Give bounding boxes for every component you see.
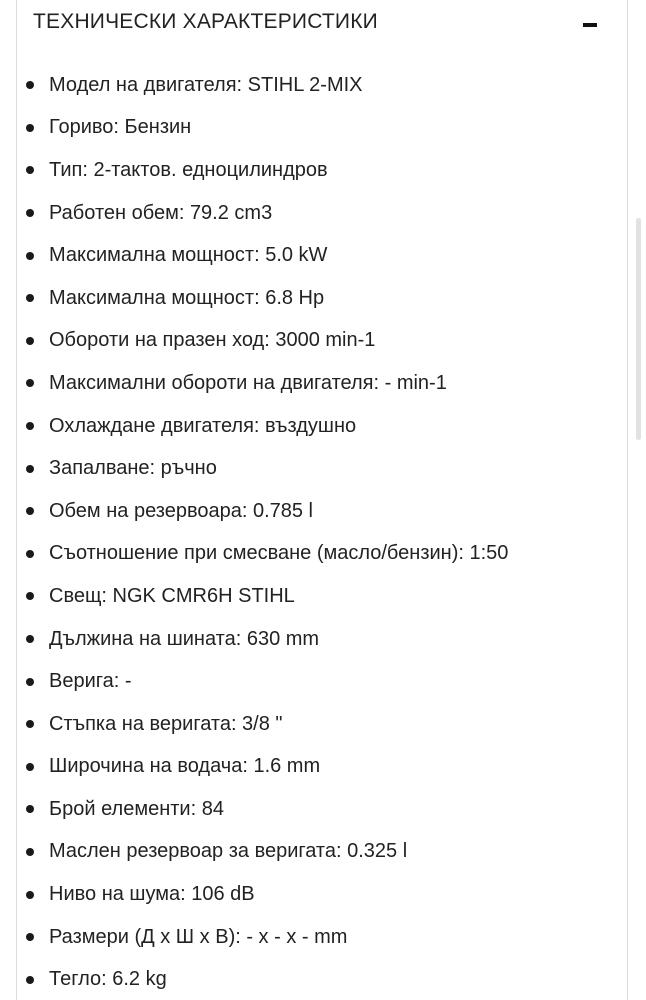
spec-item [17, 533, 627, 576]
bullet-icon [26, 209, 34, 217]
bullet-icon [26, 635, 34, 643]
spec-text: Охлаждане двигателя: въздушно [49, 414, 357, 437]
spec-item [17, 575, 627, 618]
bullet-icon [26, 678, 34, 686]
spec-text: Широчина на водача: 1.6 mm [49, 755, 321, 778]
bullet-icon [26, 976, 34, 984]
specs-section-header[interactable] [17, 0, 627, 46]
scrollbar-track[interactable] [630, 0, 646, 1000]
spec-text: Максимални обороти на двигателя: - min-1 [49, 371, 447, 394]
spec-text: Размери (Д х Ш х В): - х - х - mm [49, 925, 348, 948]
bullet-icon [26, 763, 34, 771]
spec-item [17, 320, 627, 363]
bullet-icon [26, 933, 34, 941]
spec-list [17, 64, 627, 1000]
spec-text: Брой елементи: 84 [49, 797, 224, 820]
bullet-icon [26, 592, 34, 600]
scrollbar-thumb[interactable] [636, 218, 641, 440]
specs-panel [16, 0, 628, 1000]
spec-text: Модел на двигателя: STIHL 2-MIX [49, 73, 363, 96]
spec-item [17, 149, 627, 192]
spec-text: Маслен резервоар за веригата: 0.325 l [49, 840, 408, 863]
spec-item [17, 192, 627, 235]
spec-text: Тип: 2-тактов. едноцилиндров [49, 158, 328, 181]
bullet-icon [26, 124, 34, 132]
spec-text: Обем на резервоара: 0.785 l [49, 499, 313, 522]
spec-text: Работен обем: 79.2 cm3 [49, 201, 273, 224]
bullet-icon [26, 848, 34, 856]
section-title: ТЕХНИЧЕСКИ ХАРАКТЕРИСТИКИ [33, 10, 378, 33]
minus-icon[interactable] [583, 23, 597, 27]
spec-item [17, 447, 627, 490]
spec-item [17, 277, 627, 320]
spec-item [17, 362, 627, 405]
spec-item [17, 618, 627, 661]
bullet-icon [26, 550, 34, 558]
spec-item [17, 234, 627, 277]
bullet-icon [26, 720, 34, 728]
bullet-icon [26, 805, 34, 813]
spec-item [17, 405, 627, 448]
spec-item [17, 788, 627, 831]
bullet-icon [26, 891, 34, 899]
spec-item [17, 490, 627, 533]
bullet-icon [26, 337, 34, 345]
spec-text: Ниво на шума: 106 dB [49, 883, 255, 906]
bullet-icon [26, 465, 34, 473]
spec-item [17, 660, 627, 703]
spec-text: Верига: - [49, 670, 132, 693]
spec-item [17, 64, 627, 107]
spec-text: Тегло: 6.2 kg [49, 968, 167, 991]
spec-item [17, 916, 627, 959]
spec-text: Свещ: NGK CMR6H STIHL [49, 584, 295, 607]
spec-item [17, 958, 627, 1000]
bullet-icon [26, 507, 34, 515]
bullet-icon [26, 252, 34, 260]
bullet-icon [26, 81, 34, 89]
bullet-icon [26, 294, 34, 302]
spec-item [17, 873, 627, 916]
spec-item [17, 107, 627, 150]
bullet-icon [26, 379, 34, 387]
spec-text: Гориво: Бензин [49, 116, 192, 139]
spec-item [17, 703, 627, 746]
spec-text: Дължина на шината: 630 mm [49, 627, 320, 650]
spec-text: Запалване: ръчно [49, 457, 217, 480]
spec-text: Съотношение при смесване (масло/бензин): 1:50 [49, 542, 509, 565]
bullet-icon [26, 166, 34, 174]
spec-item [17, 831, 627, 874]
spec-text: Максимална мощност: 6.8 Hp [49, 286, 325, 309]
bullet-icon [26, 422, 34, 430]
spec-item [17, 746, 627, 789]
spec-text: Максимална мощност: 5.0 kW [49, 244, 328, 267]
spec-text: Обороти на празен ход: 3000 min-1 [49, 329, 376, 352]
spec-text: Стъпка на веригата: 3/8 " [49, 712, 283, 735]
